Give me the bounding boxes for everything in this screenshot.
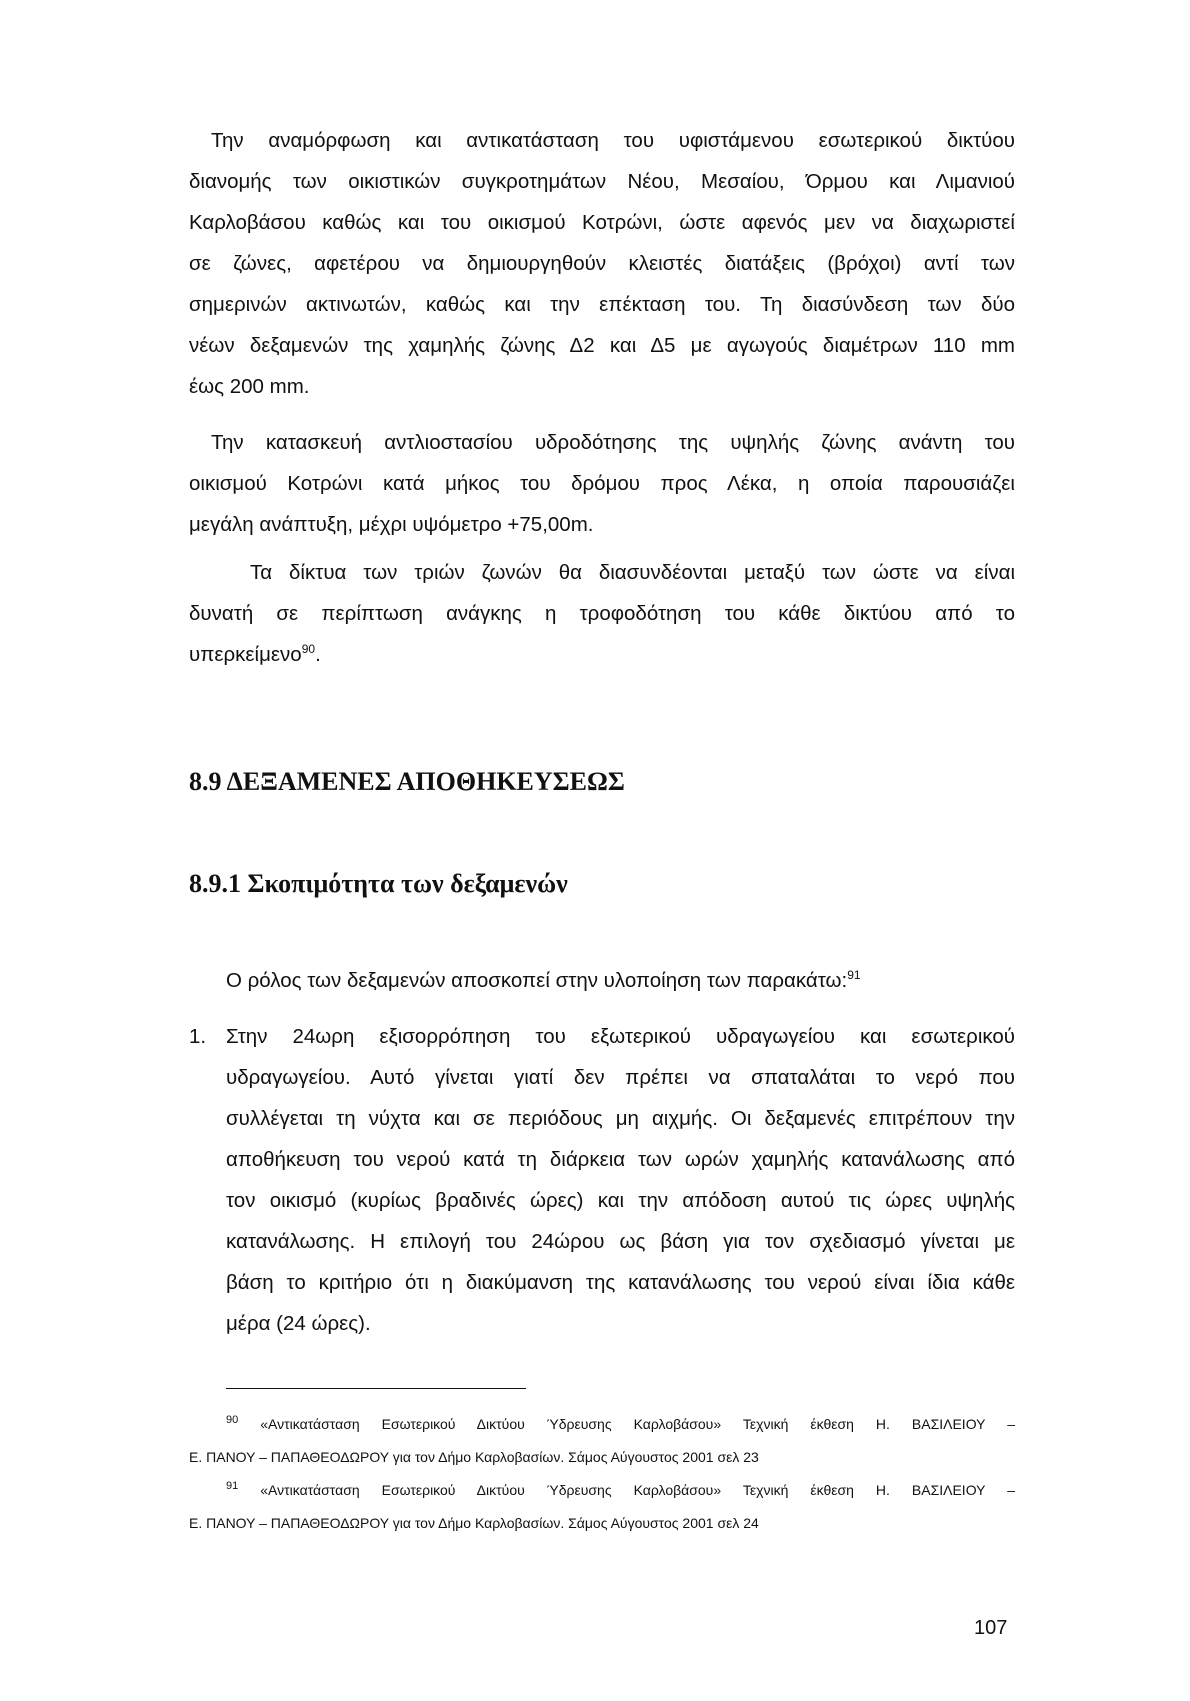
text-line: έως 200 mm.	[189, 375, 310, 398]
footnote-text: «Αντικατάσταση Εσωτερικού Δικτύου Ύδρευσης Καρλοβάσου» Τεχνική έκθεση Η. ΒΑΣΙΛΕΙΟΥ –	[260, 1482, 1016, 1498]
list-item	[189, 1016, 1015, 1344]
text-line: Την κατασκευή αντλιοστασίου υδροδότησης της υψηλής ζώνης ανάντη του	[211, 431, 1015, 454]
text-line: Τα δίκτυα των τριών ζωνών θα διασυνδέονται μεταξύ των ώστε να είναι	[250, 561, 1015, 584]
footnote-text: «Αντικατάσταση Εσωτερικού Δικτύου Ύδρευσης Καρλοβάσου» Τεχνική έκθεση Η. ΒΑΣΙΛΕΙΟΥ –	[260, 1416, 1016, 1432]
intro-text-body: Ο ρόλος των δεξαμενών αποσκοπεί στην υλοποίηση των παρακάτω:	[226, 969, 848, 992]
footnote-ref-91[interactable]: 91	[847, 968, 861, 982]
text-line: μεγάλη ανάπτυξη, μέχρι υψόμετρο +75,00m.	[189, 513, 594, 536]
footnote-line	[189, 1474, 1015, 1507]
footnote-line: Ε. ΠΑΝΟΥ – ΠΑΠΑΘΕΟΔΩΡΟΥ για τον Δήμο Καρλοβασίων. Σάμος Αύγουστος 2001 σελ 24	[189, 1515, 759, 1531]
text-line	[189, 634, 1015, 675]
footnote-ref-90[interactable]: 90	[301, 642, 316, 656]
text-line: δυνατή σε περίπτωση ανάγκης η τροφοδότηση του κάθε δικτύου από το	[189, 602, 1015, 625]
list-item-number: 1.	[189, 1025, 207, 1048]
text-line: Την αναμόρφωση και αντικατάσταση του υφιστάμενου εσωτερικού δικτύου	[211, 129, 1015, 152]
intro-text	[226, 969, 861, 993]
text-line: αποθήκευση του νερού κατά τη διάρκεια των ωρών χαμηλής κατανάλωσης από	[226, 1148, 1015, 1171]
paragraph-zone-interconnection	[189, 552, 1015, 675]
text-fragment: .	[315, 643, 321, 666]
text-line: κατανάλωσης. Η επιλογή του 24ώρου ως βάση για τον σχεδιασμό γίνεται με	[226, 1230, 1015, 1253]
subsection-heading: 8.9.1 Σκοπιμότητα των δεξαμενών	[189, 869, 568, 898]
text-line: μέρα (24 ώρες).	[226, 1312, 371, 1335]
text-line: σε ζώνες, αφετέρου να δημιουργηθούν κλειστές διατάξεις (βρόχοι) αντί των	[189, 252, 1015, 275]
text-line: τον οικισμό (κυρίως βραδινές ώρες) και την απόδοση αυτού τις ώρες υψηλής	[226, 1189, 1015, 1212]
text-line: υδραγωγείου. Αυτό γίνεται γιατί δεν πρέπει να σπαταλάται το νερό που	[226, 1066, 1015, 1089]
page-number: 107	[974, 1617, 1008, 1639]
text-line: Στην 24ωρη εξισορρόπηση του εξωτερικού υδραγωγείου και εσωτερικού	[226, 1025, 1015, 1048]
text-line: νέων δεξαμενών της χαμηλής ζώνης Δ2 και Δ5 με αγωγούς διαμέτρων 110 mm	[189, 334, 1015, 357]
section-heading: 8.9 ΔΕΞΑΜΕΝΕΣ ΑΠΟΘΗΚΕΥΣΕΩΣ	[189, 767, 625, 796]
paragraph-network-reform	[189, 120, 1015, 407]
text-line: διανομής των οικιστικών συγκροτημάτων Νέου, Μεσαίου, Όρμου και Λιμανιού	[189, 170, 1015, 193]
footnote-90	[189, 1408, 1015, 1474]
text-line: οικισμού Κοτρώνι κατά μήκος του δρόμου προς Λέκα, η οποία παρουσιάζει	[189, 472, 1015, 495]
footnote-line	[189, 1408, 1015, 1441]
footnote-91	[189, 1474, 1015, 1540]
text-line: βάση το κριτήριο ότι η διακύμανση της κατανάλωσης του νερού είναι ίδια κάθε	[226, 1271, 1015, 1294]
footnote-line: Ε. ΠΑΝΟΥ – ΠΑΠΑΘΕΟΔΩΡΟΥ για τον Δήμο Καρλοβασίων. Σάμος Αύγουστος 2001 σελ 23	[189, 1449, 759, 1465]
list-item-body	[226, 1016, 1015, 1344]
text-line: σημερινών ακτινωτών, καθώς και την επέκταση του. Τη διασύνδεση των δύο	[189, 293, 1015, 316]
paragraph-pumping-station	[189, 422, 1015, 545]
footnote-marker: 90	[226, 1414, 239, 1426]
footnote-divider	[226, 1388, 526, 1389]
text-line: συλλέγεται τη νύχτα και σε περιόδους μη αιχμής. Οι δεξαμενές επιτρέπουν την	[226, 1107, 1015, 1130]
text-line: Καρλοβάσου καθώς και του οικισμού Κοτρώνι, ώστε αφενός μεν να διαχωριστεί	[189, 211, 1015, 234]
text-fragment: υπερκείμενο	[189, 643, 302, 666]
purpose-list	[189, 1016, 1015, 1344]
footnote-marker: 91	[226, 1480, 239, 1492]
